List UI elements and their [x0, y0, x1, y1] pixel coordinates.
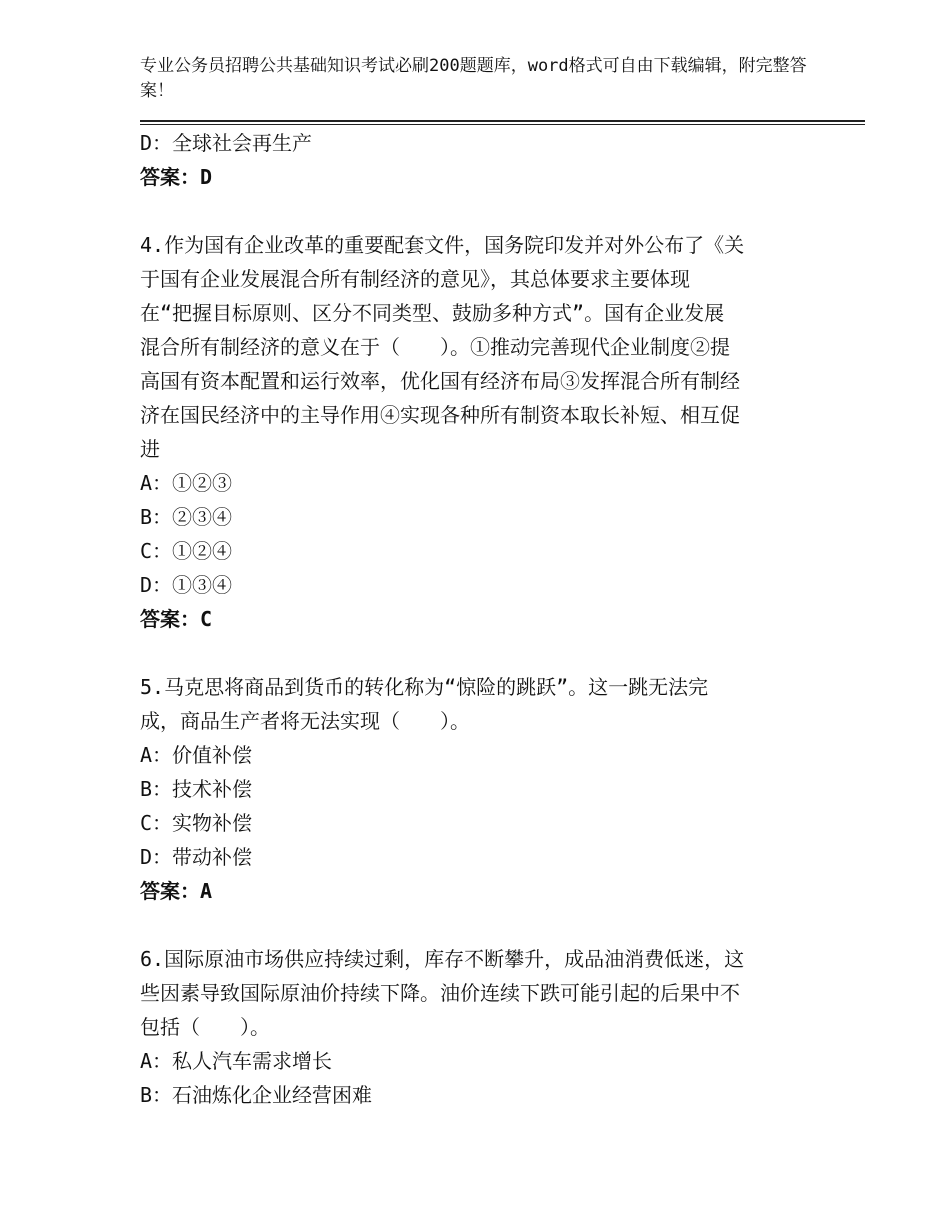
question-text-line: 成，商品生产者将无法实现（ ）。	[140, 709, 470, 733]
question-text-line: 4.作为国有企业改革的重要配套文件，国务院印发并对外公布了《关	[140, 233, 745, 257]
option-b: B：②③④	[140, 505, 233, 529]
answer-line: 答案：C	[140, 607, 213, 631]
header-divider-thick	[140, 120, 865, 122]
question-text-line: 于国有企业发展混合所有制经济的意见》，其总体要求主要体现	[140, 267, 690, 291]
question-text-line: 混合所有制经济的意义在于（ ）。①推动完善现代企业制度②提	[140, 335, 730, 359]
exam-content	[140, 126, 810, 1112]
option-a: A：价值补偿	[140, 743, 253, 767]
option-a: A：①②③	[140, 471, 233, 495]
question-text-line: 些因素导致国际原油价持续下降。油价连续下跌可能引起的后果中不	[140, 981, 740, 1005]
answer-line: 答案：A	[140, 879, 213, 903]
option-d: D：①③④	[140, 573, 233, 597]
option-c: C：实物补偿	[140, 811, 253, 835]
question-text-line: 6.国际原油市场供应持续过剩，库存不断攀升，成品油消费低迷，这	[140, 947, 745, 971]
option-c: C：①②④	[140, 539, 233, 563]
question-text-line: 进	[140, 437, 160, 461]
option-a: A：私人汽车需求增长	[140, 1049, 333, 1073]
question-5	[140, 670, 810, 908]
option-d: D：带动补偿	[140, 845, 253, 869]
partial-question-3	[140, 126, 810, 194]
question-text-line: 济在国民经济中的主导作用④实现各种所有制资本取长补短、相互促	[140, 403, 740, 427]
option-b: B：技术补偿	[140, 777, 253, 801]
question-text-line: 包括（ ）。	[140, 1015, 270, 1039]
question-text-line: 5.马克思将商品到货币的转化称为“惊险的跳跃”。这一跳无法完	[140, 675, 709, 699]
header-divider-thin	[140, 124, 865, 125]
option-b: B：石油炼化企业经营困难	[140, 1083, 373, 1107]
question-6	[140, 942, 810, 1112]
question-text-line: 在“把握目标原则、区分不同类型、鼓励多种方式”。国有企业发展	[140, 301, 725, 325]
option-d: D：全球社会再生产	[140, 131, 313, 155]
question-4	[140, 228, 810, 636]
answer-line: 答案：D	[140, 165, 213, 189]
page-header: 专业公务员招聘公共基础知识考试必刷200题题库，word格式可自由下载编辑，附完整答案！	[140, 56, 807, 101]
question-text-line: 高国有资本配置和运行效率，优化国有经济布局③发挥混合所有制经	[140, 369, 740, 393]
